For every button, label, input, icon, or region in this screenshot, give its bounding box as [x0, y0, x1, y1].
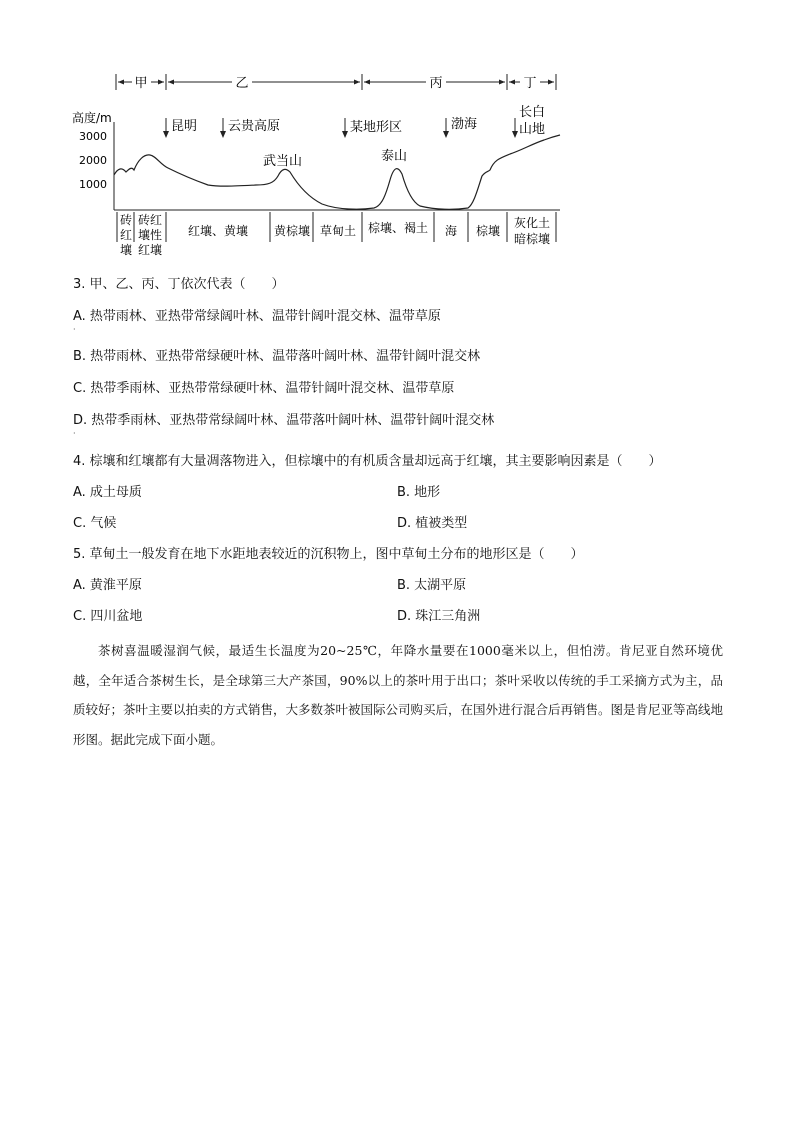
- q4-option-b[interactable]: B. 地形: [397, 485, 441, 500]
- soil-zhuanhong-2: 红: [119, 228, 133, 242]
- soil-zhuanhong-3: 壤: [119, 243, 133, 257]
- place-yungui: 云贵高原: [228, 119, 281, 134]
- q3-stem: 3. 甲、乙、丙、丁依次代表（ ）: [73, 277, 285, 292]
- y-tick-3000: 3000: [79, 130, 107, 143]
- zone-bar: [116, 74, 556, 90]
- q3-option-d[interactable]: D. 热带季雨林、亚热带常绿阔叶林、温带落叶阔叶林、温带针阔叶混交林: [73, 413, 495, 428]
- zone-bing: 丙: [429, 76, 443, 91]
- peak-wudang: 武当山: [263, 154, 303, 169]
- q3-option-a[interactable]: A. 热带雨林、亚热带常绿阔叶林、温带针阔叶混交林、温带草原: [73, 309, 441, 324]
- q4-stem: 4. 棕壤和红壤都有大量凋落物进入，但棕壤中的有机质含量却远高于红壤，其主要影响因素是（ ）: [73, 454, 662, 469]
- place-kunming: 昆明: [171, 119, 198, 134]
- zone-ding: 丁: [523, 76, 537, 91]
- soil-zong-he: 棕壤、褐土: [367, 221, 429, 235]
- soil-huihua-1: 灰化土: [513, 216, 551, 230]
- soil-zhuanhong-hong-3: 红壤: [137, 243, 163, 257]
- soil-huangzong: 黄棕壤: [273, 224, 311, 238]
- peak-taishan: 泰山: [381, 149, 408, 164]
- q3-option-a-dot: ·: [73, 325, 76, 334]
- place-changbai-line2: 山地: [519, 122, 546, 137]
- place-mystery: 某地形区: [350, 120, 403, 135]
- soil-huihua-2: 暗棕壤: [513, 232, 551, 246]
- place-changbai-line1: 长白: [519, 105, 546, 120]
- terrain-profile-line: [114, 135, 560, 209]
- zone-yi: 乙: [235, 76, 249, 91]
- q5-option-d[interactable]: D. 珠江三角洲: [397, 609, 481, 624]
- y-tick-1000: 1000: [79, 178, 107, 191]
- tea-passage: 茶树喜温暖湿润气候，最适生长温度为20~25℃，年降水量要在1000毫米以上，但怕涝。肯尼亚自然环境优越，全年适合茶树生长，是全球第三大产茶国，90%以上的茶叶用于出口；茶叶采收以传统的手工采摘方式为主，品质较好；茶叶主要以拍卖的方式销售，大多数茶叶被国际公司购买后，在国外进行混合后再销售。图是肯尼亚等高线地形图。据此完成下面小题。: [73, 643, 724, 747]
- q3-option-c[interactable]: C. 热带季雨林、亚热带常绿硬叶林、温带针阔叶混交林、温带草原: [73, 381, 455, 396]
- q4-option-d[interactable]: D. 植被类型: [397, 516, 468, 531]
- q5-option-b[interactable]: B. 太湖平原: [397, 578, 467, 593]
- soil-zhuanhong-1: 砖: [119, 213, 133, 227]
- soil-hong-huang: 红壤、黄壤: [187, 224, 249, 238]
- soil-zong: 棕壤: [475, 224, 501, 238]
- zone-jia: 甲: [134, 76, 148, 91]
- y-axis-label: 高度/m: [72, 111, 112, 125]
- q5-option-c[interactable]: C. 四川盆地: [73, 609, 143, 624]
- q3-option-d-dot: ·: [73, 429, 76, 438]
- q3-option-b[interactable]: B. 热带雨林、亚热带常绿硬叶林、温带落叶阔叶林、温带针阔叶混交林: [73, 349, 481, 364]
- soil-caodian: 草甸土: [319, 224, 357, 238]
- q5-stem: 5. 草甸土一般发育在地下水距地表较近的沉积物上，图中草甸土分布的地形区是（ ）: [73, 547, 584, 562]
- terrain-profile-figure: [60, 64, 580, 264]
- place-bohai: 渤海: [451, 117, 478, 132]
- soil-zhuanhong-hong-1: 砖红: [137, 213, 163, 227]
- q4-option-c[interactable]: C. 气候: [73, 516, 117, 531]
- soil-sea: 海: [444, 224, 458, 238]
- q5-option-a[interactable]: A. 黄淮平原: [73, 578, 142, 593]
- y-tick-2000: 2000: [79, 154, 107, 167]
- q4-option-a[interactable]: A. 成土母质: [73, 485, 142, 500]
- soil-zhuanhong-hong-2: 壤性: [137, 228, 163, 242]
